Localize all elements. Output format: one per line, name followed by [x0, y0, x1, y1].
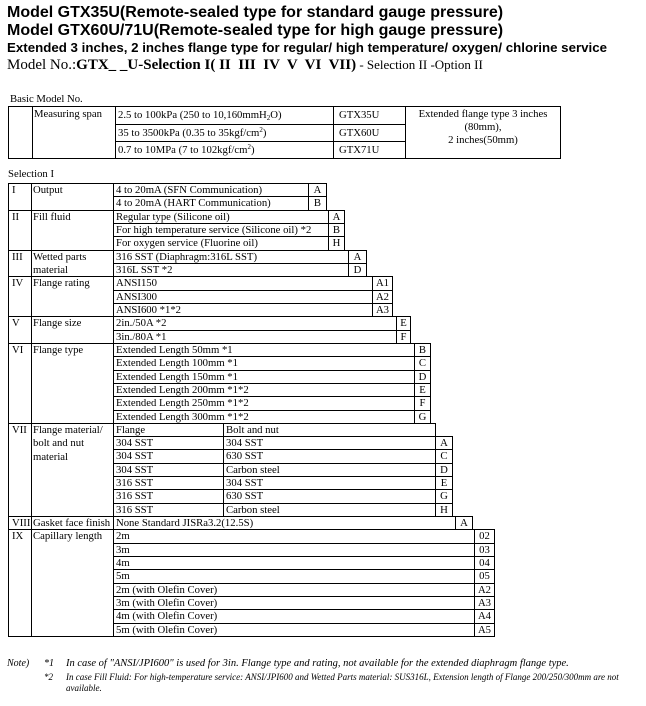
- selection-item-label: Flange rating: [31, 276, 114, 317]
- flange-material: 304 SST: [113, 436, 224, 450]
- model-number-label: Model No.:: [7, 57, 77, 73]
- selection-item-label: Fill fluid: [31, 210, 114, 251]
- selection-item-label: Flange type: [31, 343, 114, 424]
- range-tail: O): [270, 109, 282, 121]
- option-description: Extended Length 300mm *1*2: [113, 410, 415, 424]
- option-description: 4m: [113, 556, 475, 570]
- option-description: For high temperature service (Silicone oil) *2: [113, 223, 329, 237]
- option-description: None Standard JISRa3.2(12.5S): [113, 516, 456, 530]
- option-code: G: [414, 410, 431, 424]
- option-description: 3m (with Olefin Cover): [113, 596, 475, 610]
- model-number-format: [7, 56, 483, 74]
- note-text: In case of "ANSI/JPI600" is used for 3in. Flange type and rating, not available for the extended diaphragm flange type.: [66, 658, 569, 669]
- option-code: A: [308, 183, 327, 197]
- option-code: A2: [474, 583, 495, 597]
- flange-material: 304 SST: [113, 463, 224, 477]
- option-description: Extended Length 250mm *1*2: [113, 396, 415, 411]
- option-description: 2m: [113, 529, 475, 544]
- model-number-code: GTX_ _U-Selection I( II III IV V VI VII): [76, 57, 357, 73]
- option-code: A: [348, 250, 367, 264]
- page-title-secondary: Model GTX60U/71U(Remote-sealed type for high gauge pressure): [7, 22, 504, 39]
- option-code: C: [414, 356, 431, 371]
- option-description: ANSI300: [113, 290, 373, 304]
- model-code: GTX60U: [333, 124, 406, 142]
- option-code: C: [435, 449, 453, 464]
- option-code: A1: [372, 276, 393, 291]
- option-code: E: [435, 476, 453, 490]
- option-code: A3: [474, 596, 495, 610]
- option-description: 4 to 20mA (SFN Communication): [113, 183, 309, 197]
- range-superscript: 2: [259, 126, 263, 134]
- range-subscript: 2: [266, 114, 271, 122]
- option-code: 04: [474, 556, 495, 570]
- selection-item-label: Capillary length: [31, 529, 114, 637]
- option-description: 5m: [113, 569, 475, 584]
- selection-number: V: [8, 316, 32, 344]
- option-description: For oxygen service (Fluorine oil): [113, 236, 329, 251]
- selection-item-label: Output: [31, 183, 114, 211]
- flange-type-description: [405, 106, 561, 159]
- option-code: 02: [474, 529, 495, 544]
- basic-model-heading: Basic Model No.: [10, 93, 83, 105]
- range-cell: [115, 141, 334, 159]
- basic-model-blank-cell: [8, 106, 33, 159]
- option-code: D: [435, 463, 453, 477]
- selection-number: VIII: [8, 516, 32, 530]
- description-line: (80mm),: [464, 121, 502, 133]
- option-description: Extended Length 200mm *1*2: [113, 383, 415, 397]
- option-description: 5m (with Olefin Cover): [113, 623, 475, 637]
- option-code: H: [328, 236, 345, 251]
- option-code: A5: [474, 623, 495, 637]
- option-description: 316L SST *2: [113, 263, 349, 277]
- flange-material: 304 SST: [113, 449, 224, 464]
- flange-material: 316 SST: [113, 503, 224, 517]
- option-code: E: [396, 316, 411, 331]
- option-description: 2m (with Olefin Cover): [113, 583, 475, 597]
- selection-number: VII: [8, 423, 32, 517]
- option-code: D: [348, 263, 367, 277]
- selection-item-label: Flange material/ bolt and nut material: [31, 423, 114, 517]
- option-code: A: [435, 436, 453, 450]
- range-text: 35 to 3500kPa (0.35 to 35kgf/cm: [118, 127, 260, 139]
- option-code: A3: [372, 303, 393, 317]
- measuring-span-label: Measuring span: [32, 106, 116, 159]
- selection-item-label: Wetted parts material: [31, 250, 114, 277]
- option-code: D: [414, 370, 431, 384]
- option-description: Extended Length 100mm *1: [113, 356, 415, 371]
- page-title: Model GTX35U(Remote-sealed type for standard gauge pressure): [7, 4, 504, 21]
- flange-material: 316 SST: [113, 489, 224, 504]
- selection-item-label: Gasket face finish: [31, 516, 114, 530]
- selection-number: I: [8, 183, 32, 211]
- model-number-suffix: - Selection II -Option II: [356, 57, 483, 72]
- option-description: 316 SST (Diaphragm:316L SST): [113, 250, 349, 264]
- description-line: Extended flange type 3 inches: [418, 108, 548, 120]
- bolt-nut-material: Carbon steel: [223, 463, 436, 477]
- page-subtitle: Extended 3 inches, 2 inches flange type for regular/ high temperature/ oxygen/ chlorine service: [7, 40, 608, 55]
- note-text: In case Fill Fluid: For high-temperature service: ANSI/JPI600 and Wetted Parts material: SUS316L, Extension length of Flange 200/250/300mm are not available.: [66, 672, 619, 693]
- description-line: 2 inches(50mm): [448, 134, 518, 146]
- selection-number: IX: [8, 529, 32, 637]
- option-code: B: [308, 196, 327, 211]
- option-code: E: [414, 383, 431, 397]
- option-code: G: [435, 489, 453, 504]
- note-mark: *2: [44, 672, 53, 682]
- option-code: F: [414, 396, 431, 411]
- option-code: B: [414, 343, 431, 357]
- bolt-nut-material: 630 SST: [223, 489, 436, 504]
- option-description: ANSI150: [113, 276, 373, 291]
- option-description: Extended Length 150mm *1: [113, 370, 415, 384]
- option-description: Extended Length 50mm *1: [113, 343, 415, 357]
- selection-heading: Selection I: [8, 168, 55, 180]
- column-header-flange: Flange: [113, 423, 224, 437]
- option-code: A: [328, 210, 345, 224]
- range-tail: ): [262, 127, 267, 139]
- option-code: 03: [474, 543, 495, 557]
- selection-number: IV: [8, 276, 32, 317]
- option-description: ANSI600 *1*2: [113, 303, 373, 317]
- option-description: 3in./80A *1: [113, 330, 397, 344]
- selection-number: VI: [8, 343, 32, 424]
- option-code: 05: [474, 569, 495, 584]
- note-prefix: Note): [7, 658, 30, 669]
- option-description: Regular type (Silicone oil): [113, 210, 329, 224]
- option-code: A2: [372, 290, 393, 304]
- range-text: 2.5 to 100kPa (250 to 10,160mmH: [118, 109, 267, 121]
- range-tail: ): [250, 144, 255, 156]
- option-description: 4m (with Olefin Cover): [113, 609, 475, 624]
- selection-number: II: [8, 210, 32, 251]
- range-cell: [115, 106, 334, 125]
- option-description: 4 to 20mA (HART Communication): [113, 196, 309, 211]
- bolt-nut-material: 630 SST: [223, 449, 436, 464]
- option-description: 2in./50A *2: [113, 316, 397, 331]
- range-text: 0.7 to 10MPa (7 to 102kgf/cm: [118, 144, 248, 156]
- option-code: A4: [474, 609, 495, 624]
- option-description: 3m: [113, 543, 475, 557]
- option-code: H: [435, 503, 453, 517]
- model-code: GTX35U: [333, 106, 406, 125]
- flange-material: 316 SST: [113, 476, 224, 490]
- option-code: A: [455, 516, 473, 530]
- bolt-nut-material: 304 SST: [223, 476, 436, 490]
- selection-item-label: Flange size: [31, 316, 114, 344]
- model-code: GTX71U: [333, 141, 406, 159]
- range-superscript: 2: [247, 143, 251, 151]
- bolt-nut-material: 304 SST: [223, 436, 436, 450]
- selection-number: III: [8, 250, 32, 277]
- note-mark: *1: [44, 658, 54, 669]
- column-header-bolt-and-nut: Bolt and nut: [223, 423, 436, 437]
- range-cell: [115, 124, 334, 142]
- option-code: B: [328, 223, 345, 237]
- bolt-nut-material: Carbon steel: [223, 503, 436, 517]
- option-code: F: [396, 330, 411, 344]
